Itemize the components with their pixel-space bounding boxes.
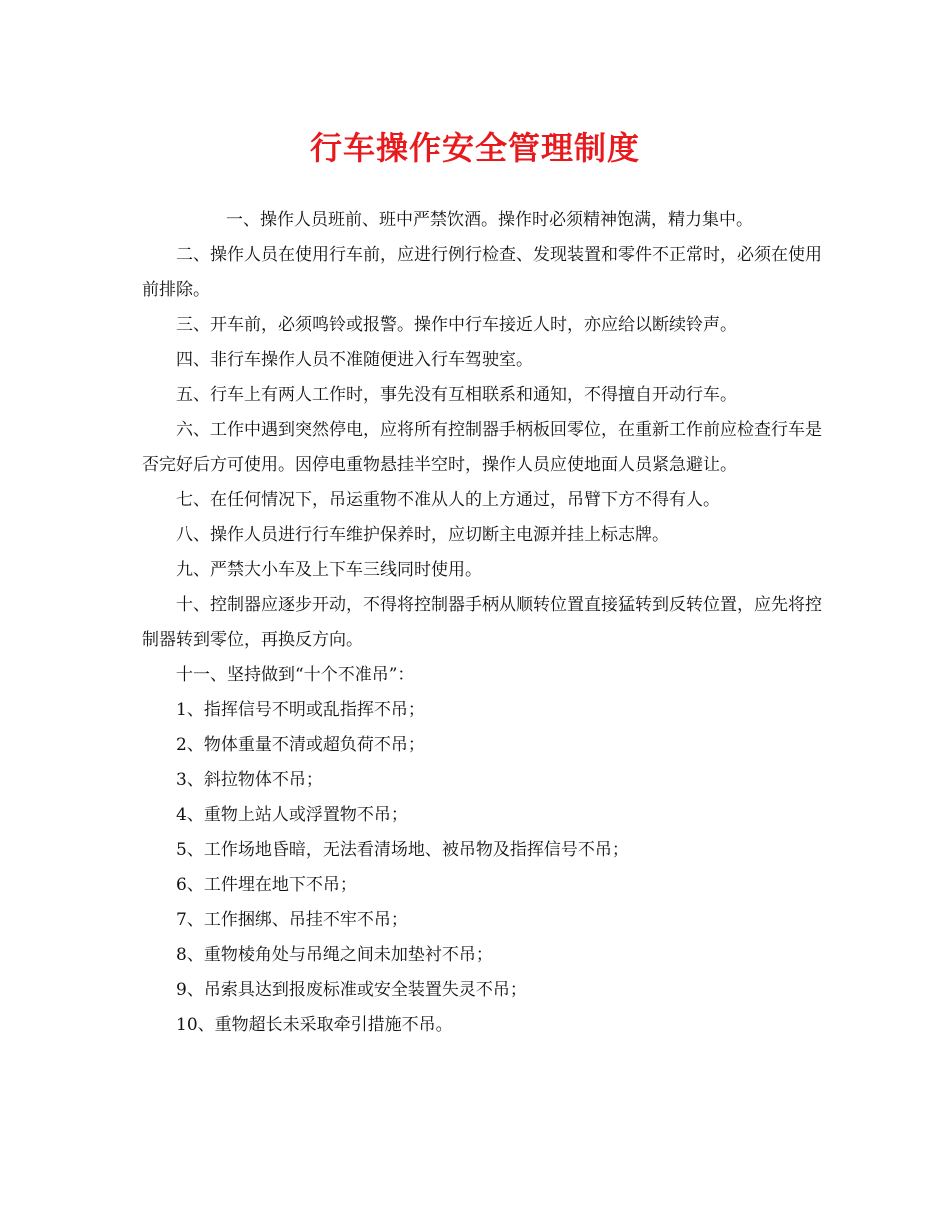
document-title: 行车操作安全管理制度 xyxy=(309,129,640,167)
rule-paragraph: 三、开车前，必须鸣铃或报警。操作中行车接近人时，亦应给以断续铃声。 xyxy=(176,315,737,335)
list-item: 3、斜拉物体不吊； xyxy=(176,770,323,790)
list-item: 6、工件埋在地下不吊； xyxy=(176,875,357,895)
rule-paragraph: 七、在任何情况下，吊运重物不准从人的上方通过，吊臂下方不得有人。 xyxy=(176,490,720,510)
list-item: 7、工作捆绑、吊挂不牢不吊； xyxy=(176,910,408,930)
list-item: 2、物体重量不清或超负荷不吊； xyxy=(176,735,425,755)
rule-paragraph: 二、操作人员在使用行车前，应进行例行检查、发现装置和零件不正常时，必须在使用前排除。 xyxy=(142,245,822,300)
rule-paragraph: 十、控制器应逐步开动，不得将控制器手柄从顺转位置直接猛转到反转位置，应先将控制器转到零位，再换反方向。 xyxy=(142,595,822,650)
list-item: 10、重物超长未采取牵引措施不吊。 xyxy=(176,1015,453,1035)
rule-paragraph: 四、非行车操作人员不准随便进入行车驾驶室。 xyxy=(176,350,533,370)
rule-paragraph: 十一、坚持做到“十个不准吊”： xyxy=(176,665,415,685)
list-item: 4、重物上站人或浮置物不吊； xyxy=(176,805,408,825)
list-item: 8、重物棱角处与吊绳之间未加垫衬不吊； xyxy=(176,945,493,965)
rule-paragraph: 六、工作中遇到突然停电，应将所有控制器手柄板回零位，在重新工作前应检查行车是否完好后方可使用。因停电重物悬挂半空时，操作人员应使地面人员紧急避让。 xyxy=(142,420,822,475)
document-body xyxy=(142,203,822,1043)
list-item: 1、指挥信号不明或乱指挥不吊； xyxy=(176,700,425,720)
rule-paragraph: 八、操作人员进行行车维护保养时，应切断主电源并挂上标志牌。 xyxy=(176,525,669,545)
list-item: 9、吊索具达到报废标准或安全装置失灵不吊； xyxy=(176,980,527,1000)
rule-paragraph: 五、行车上有两人工作时，事先没有互相联系和通知，不得擅自开动行车。 xyxy=(176,385,737,405)
rule-paragraph: 一、操作人员班前、班中严禁饮酒。操作时必须精神饱满，精力集中。 xyxy=(226,210,753,230)
rule-paragraph: 九、严禁大小车及上下车三线同时使用。 xyxy=(176,560,482,580)
list-item: 5、工作场地昏暗，无法看清场地、被吊物及指挥信号不吊； xyxy=(176,840,629,860)
